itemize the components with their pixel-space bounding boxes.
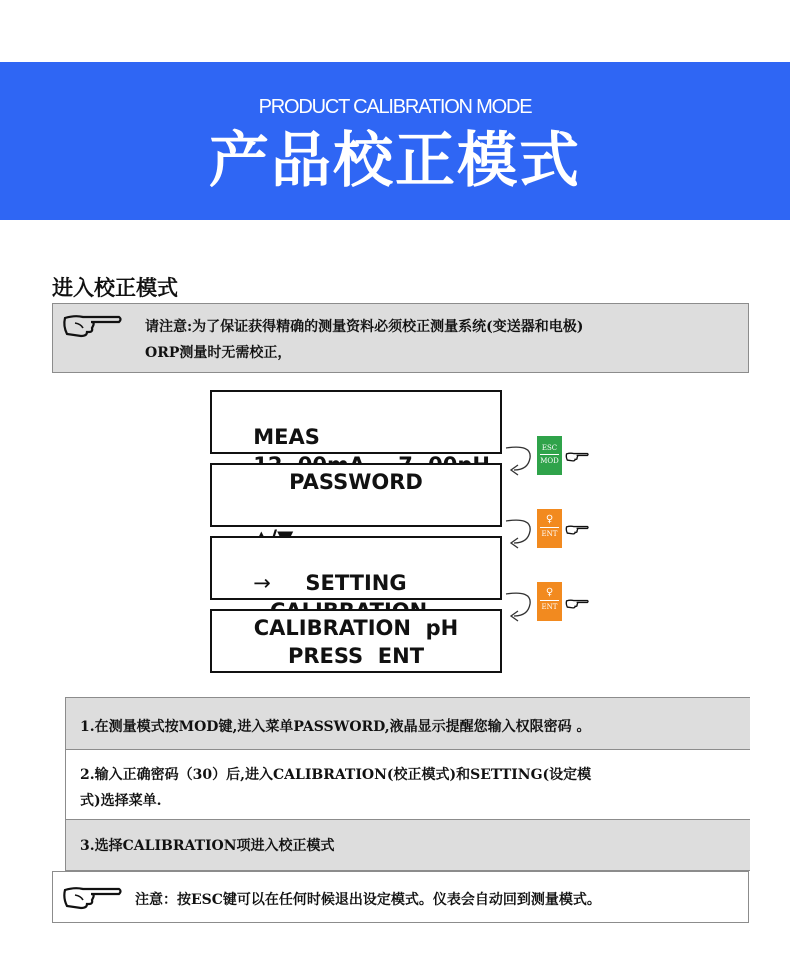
ent-key — [537, 582, 562, 621]
lcd-menu-screen — [210, 536, 502, 600]
pointing-hand-icon — [61, 884, 123, 912]
flow-arrow-icon — [502, 513, 542, 553]
notice-line-1: 请注意:为了保证获得精确的测量资料必须校正测量系统(变送器和电极) — [145, 319, 584, 335]
header-subtitle: PRODUCT CALIBRATION MODE — [258, 96, 532, 118]
mod-label: MOD — [540, 454, 559, 465]
notice-box — [52, 303, 749, 373]
esc-label: ESC — [541, 444, 558, 452]
lcd-calibration-screen — [210, 609, 502, 673]
lcd-row-1 — [224, 395, 490, 449]
ent-label: ENT — [540, 527, 559, 538]
lcd-password-row — [224, 496, 490, 524]
menu-item-setting: SETTING — [305, 571, 407, 595]
flow-arrow-icon — [502, 440, 542, 480]
ent-label: ENT — [540, 600, 559, 611]
header-banner — [0, 62, 790, 220]
note-box — [52, 871, 749, 923]
ent-symbol-icon: ♀ — [545, 587, 554, 598]
note-text: 注意：按ESC键可以在任何时候退出设定模式。仪表会自动回到测量模式。 — [135, 892, 601, 908]
lcd-row-2 — [224, 423, 490, 451]
step-1: 1.在测量模式按MOD键,进入菜单PASSWORD,液晶显示提醒您输入权限密码 。 — [66, 698, 750, 750]
header-title: 产品校正模式 — [209, 126, 581, 196]
section-title: 进入校正模式 — [52, 275, 178, 300]
calibration-line-1: CALIBRATION pH — [253, 616, 459, 640]
ent-key — [537, 509, 562, 548]
pointing-hand-icon — [565, 598, 589, 610]
flow-arrow-icon — [502, 586, 542, 626]
step-2 — [66, 750, 750, 820]
step-2-line-2: 式)选择菜单. — [80, 793, 162, 809]
steps-list — [65, 697, 750, 871]
lcd-password-screen — [210, 463, 502, 527]
notice-text — [145, 314, 745, 366]
pointing-hand-icon — [61, 312, 123, 340]
step-3: 3.选择CALIBRATION项进入校正模式 — [66, 820, 750, 870]
calibration-line-2: PRESS ENT — [287, 644, 425, 668]
pointing-hand-icon — [565, 451, 589, 463]
notice-line-2: ORP测量时无需校正， — [145, 345, 292, 361]
password-title: PASSWORD — [289, 470, 423, 494]
step-2-line-1: 2.输入正确密码（30）后,进入CALIBRATION(校正模式)和SETTING(设定模 — [80, 767, 592, 783]
lcd-measurement-screen — [210, 390, 502, 454]
menu-cursor-icon: → — [253, 571, 271, 595]
meas-label: MEAS — [253, 425, 320, 449]
ent-symbol-icon: ♀ — [545, 514, 554, 525]
pointing-hand-icon — [565, 524, 589, 536]
esc-mod-key — [537, 436, 562, 475]
